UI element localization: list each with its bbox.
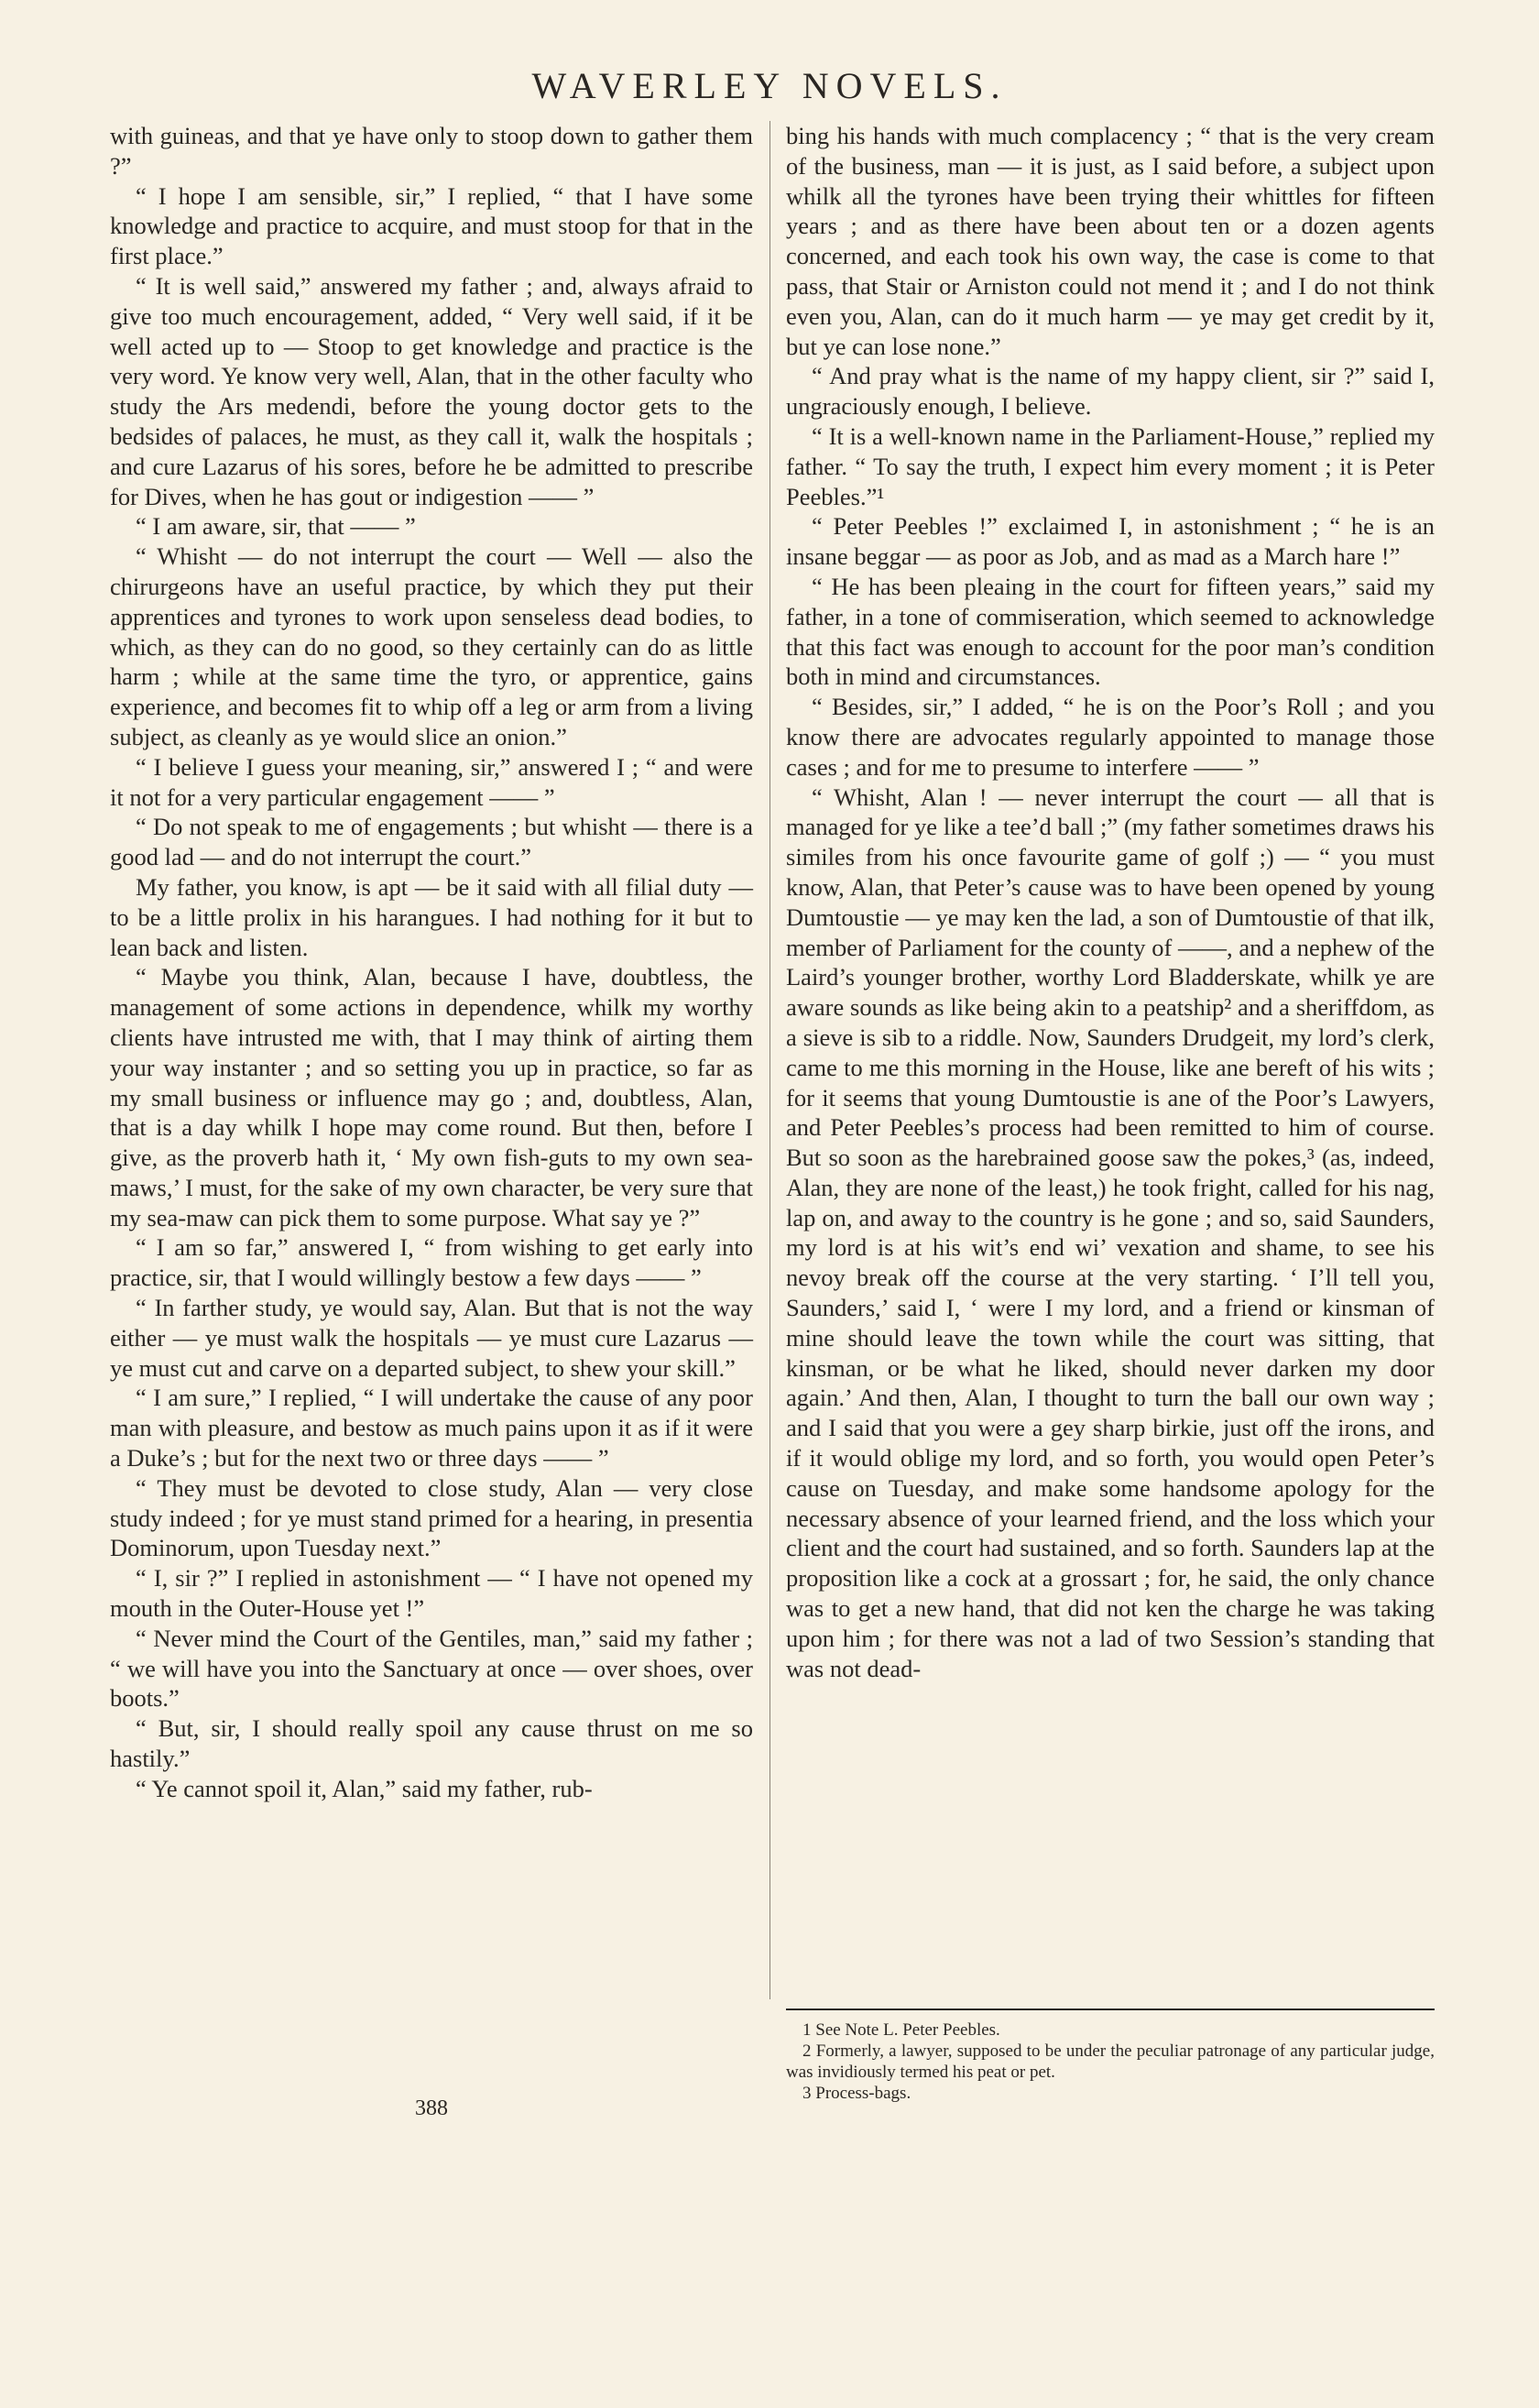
footnote-3: 3 Process-bags. bbox=[802, 2084, 911, 2103]
footnotes bbox=[786, 2019, 1435, 2104]
running-header: WAVERLEY NOVELS. bbox=[531, 65, 1008, 106]
right-paragraph-1: bing his hands with much complacency ; “ that is the very cream of the business, man — it is just, as I said before, a subject upon whilk all the tyrones have been trying their whittles for fifteen years ; and as there have been about ten or a dozen agents concerned, and each took his own way, the case is come to that pass, that Stair or Arniston could not mend it ; and I do not think even you, Alan, can do it much harm — ye may get credit by it, but ye can lose none.” bbox=[786, 122, 1435, 360]
left-paragraph-9: “ Maybe you think, Alan, because I have, doubtless, the management of some actions in dependence, whilk my worthy clients have intrusted me with, that I may think of airting them your way instanter ; and so setting you up in practice, so far as my small business or influence may go ; and, doubtless, Alan, that is a day whilk I hope may come round. But then, before I give, as the proverb hath it, ‘ My own fish-guts to my own sea-maws,’ I must, for the sake of my own character, be very sure that my sea-maw can pick them to some purpose. What say ye ?” bbox=[110, 963, 753, 1231]
left-paragraph-2: “ I hope I am sensible, sir,” I replied, “ that I have some knowledge and practice to acquire, and must stoop for that in the first place.” bbox=[110, 181, 753, 270]
left-paragraph-15: “ Never mind the Court of the Gentiles, man,” said my father ; “ we will have you into the Sanctuary at once — over shoes, over boots.” bbox=[110, 1624, 753, 1713]
left-paragraph-10: “ I am so far,” answered I, “ from wishing to get early into practice, sir, that I would willingly bestow a few days —— ” bbox=[110, 1233, 753, 1292]
left-paragraph-6: “ I believe I guess your meaning, sir,” answered I ; “ and were it not for a very particular engagement —— ” bbox=[110, 752, 753, 811]
page-number: 388 bbox=[415, 2096, 448, 2120]
right-paragraph-5: “ He has been pleaing in the court for fifteen years,” said my father, in a tone of commiseration, which seemed to acknowledge that this fact was enough to account for the poor man’s condition both in mind and circumstances. bbox=[786, 572, 1435, 691]
left-paragraph-5: “ Whisht — do not interrupt the court — Well — also the chirurgeons have an useful practice, by which they put their apprentices and tyrones to work upon senseless dead bodies, to which, as they can do no good, so they certainly can do as little harm ; while at the same time the tyro, or apprentice, gains experience, and becomes fit to whip off a leg or arm from a living subject, as cleanly as ye would slice an onion.” bbox=[110, 542, 753, 750]
left-paragraph-1: with guineas, and that ye have only to stoop down to gather them ?” bbox=[110, 122, 753, 180]
footnote-rule bbox=[786, 2008, 1435, 2010]
right-column bbox=[786, 121, 1435, 1683]
right-paragraph-2: “ And pray what is the name of my happy client, sir ?” said I, ungraciously enough, I believe. bbox=[786, 362, 1435, 421]
left-paragraph-8: My father, you know, is apt — be it said with all filial duty — to be a little prolix in his harangues. I had nothing for it but to lean back and listen. bbox=[110, 872, 753, 961]
left-paragraph-14: “ I, sir ?” I replied in astonishment — “ I have not opened my mouth in the Outer-House yet !” bbox=[110, 1564, 753, 1623]
left-paragraph-13: “ They must be devoted to close study, Alan — very close study indeed ; for ye must stand primed for a hearing, in presentia Dominorum, upon Tuesday next.” bbox=[110, 1473, 753, 1562]
right-paragraph-3: “ It is a well-known name in the Parliament-House,” replied my father. “ To say the truth, I expect him every moment ; it is Peter Peebles.”¹ bbox=[786, 421, 1435, 510]
right-paragraph-6: “ Besides, sir,” I added, “ he is on the Poor’s Roll ; and you know there are advocates regularly appointed to manage those cases ; and for me to presume to interfere —— ” bbox=[786, 693, 1435, 781]
left-paragraph-4: “ I am aware, sir, that —— ” bbox=[136, 512, 416, 541]
left-paragraph-11: “ In farther study, ye would say, Alan. But that is not the way either — ye must walk the hospitals — ye must cure Lazarus — ye must cut and carve on a departed subject, to shew your skill.” bbox=[110, 1294, 753, 1382]
left-paragraph-7: “ Do not speak to me of engagements ; but whisht — there is a good lad — and do not interrupt the court.” bbox=[110, 813, 753, 871]
left-paragraph-16: “ But, sir, I should really spoil any cause thrust on me so hastily.” bbox=[110, 1714, 753, 1773]
footnote-1: 1 See Note L. Peter Peebles. bbox=[802, 2020, 1000, 2040]
left-paragraph-12: “ I am sure,” I replied, “ I will undertake the cause of any poor man with pleasure, and bestow as much pains upon it as if it were a Duke’s ; but for the next two or three days —— ” bbox=[110, 1384, 753, 1472]
right-paragraph-7: “ Whisht, Alan ! — never interrupt the court — all that is managed for ye like a tee’d ball ;” (my father sometimes draws his similes from his once favourite game of golf ;) — “ you must know, Alan, that Peter’s cause was to have been opened by young Dumtoustie — ye may ken the lad, a son of Dumtoustie of that ilk, member of Parliament for the county of ——, and a nephew of the Laird’s younger brother, worthy Lord Bladderskate, whilk ye are aware sounds as like being akin to a peatship² and a sheriffdom, as a sieve is sib to a riddle. Now, Saunders Drudgeit, my lord’s clerk, came to me this morning in the House, like ane bereft of his wits ; for it seems that young Dumtoustie is ane of the Poor’s Lawyers, and Peter Peebles’s process had been remitted to him of course. But so soon as the harebrained goose saw the pokes,³ (as, indeed, Alan, they are none of the least,) he took fright, called for his nag, lap on, and away to the country is he gone ; and so, said Saunders, my lord is at his wit’s end wi’ vexation and shame, to see his nevoy break off the course at the very starting. ‘ I’ll tell you, Saunders,’ said I, ‘ were I my lord, and a friend or kinsman of mine should leave the town while the court was sitting, that kinsman, or be what he liked, should never darken my door again.’ And then, Alan, I thought to turn the ball our own way ; and I said that you were a gey sharp birkie, just off the irons, and if it would oblige my lord, and so forth, you would open Peter’s cause on Tuesday, and make some handsome apology for the necessary absence of your learned friend, and the loss which your client and the court had sustained, and so forth. Saunders lap at the proposition like a cock at a grossart ; for, he said, the only chance was to get a new hand, that did not ken the charge he was taking upon him ; for there was not a lad of two Session’s standing that was not dead- bbox=[786, 783, 1435, 1682]
left-paragraph-17: “ Ye cannot spoil it, Alan,” said my father, rub- bbox=[136, 1774, 593, 1802]
right-paragraph-4: “ Peter Peebles !” exclaimed I, in astonishment ; “ he is an insane beggar — as poor as Job, and as mad as a March hare !” bbox=[786, 512, 1435, 571]
left-paragraph-3: “ It is well said,” answered my father ; and, always afraid to give too much encouragement, added, “ Very well said, if it be well acted up to — Stoop to get knowledge and practice is the very word. Ye know very well, Alan, that in the other faculty who study the Ars medendi, before the young doctor gets to the bedsides of palaces, he must, as they call it, walk the hospitals ; and cure Lazarus of his sores, before he be admitted to prescribe for Dives, when he has gout or indigestion —— ” bbox=[110, 271, 753, 510]
footnote-2: 2 Formerly, a lawyer, supposed to be under the peculiar patronage of any particular judge, was invidiously termed his peat or pet. bbox=[786, 2041, 1435, 2082]
left-column bbox=[110, 121, 753, 1804]
